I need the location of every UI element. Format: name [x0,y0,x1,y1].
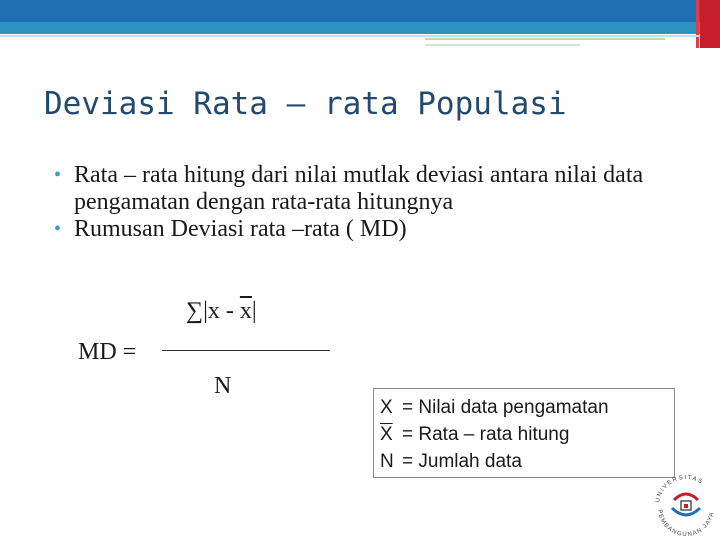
legend-box [373,388,675,478]
bullet-text: Rumusan Deviasi rata –rata ( MD) [74,216,407,242]
legend-text: = Rata – rata hitung [402,424,570,445]
legend-text: = Jumlah data [402,451,522,472]
legend-symbol: $\overline{X}$ [380,424,393,445]
slide-title: Deviasi Rata – rata Populasi [44,86,567,122]
header-teal-stripe [0,22,700,34]
numerator-xbar: $\overline{x}$ [239,298,252,324]
header-red-block [700,0,720,48]
fraction-line [162,350,330,351]
university-logo [650,462,720,540]
sum-sign: ∑ [186,298,204,324]
formula-numerator [186,298,257,325]
bullet-list [54,162,694,243]
bullet-text: Rata – rata hitung dari nilai mutlak deviasi antara nilai data pengamatan dengan rata-rata hitungnya [74,162,644,215]
legend-row [380,394,668,421]
svg-text:UNIVERSITAS: UNIVERSITAS [655,474,705,504]
header-bar [0,0,720,48]
bullet-item [54,216,694,243]
header-rule-green-short [425,44,580,46]
legend-symbol: X [380,397,393,418]
bullet-dot-icon: • [54,218,62,240]
numerator-close: | [251,298,257,324]
legend-row [380,421,668,448]
legend-row [380,448,668,475]
formula-lhs: MD = [78,339,137,365]
bullet-item [54,162,694,216]
numerator-open: |x - [203,298,240,324]
header-blue-stripe [0,0,700,22]
header-rule [0,35,700,37]
legend-symbol: N [380,451,394,472]
formula-denominator: N [214,373,232,399]
svg-text:PEMBANGUNAN JAYA: PEMBANGUNAN JAYA [655,509,716,539]
bullet-dot-icon: • [54,164,62,186]
header-red-accent [696,0,699,48]
header-rule-green [425,38,665,40]
legend-text: = Nilai data pengamatan [402,397,609,418]
